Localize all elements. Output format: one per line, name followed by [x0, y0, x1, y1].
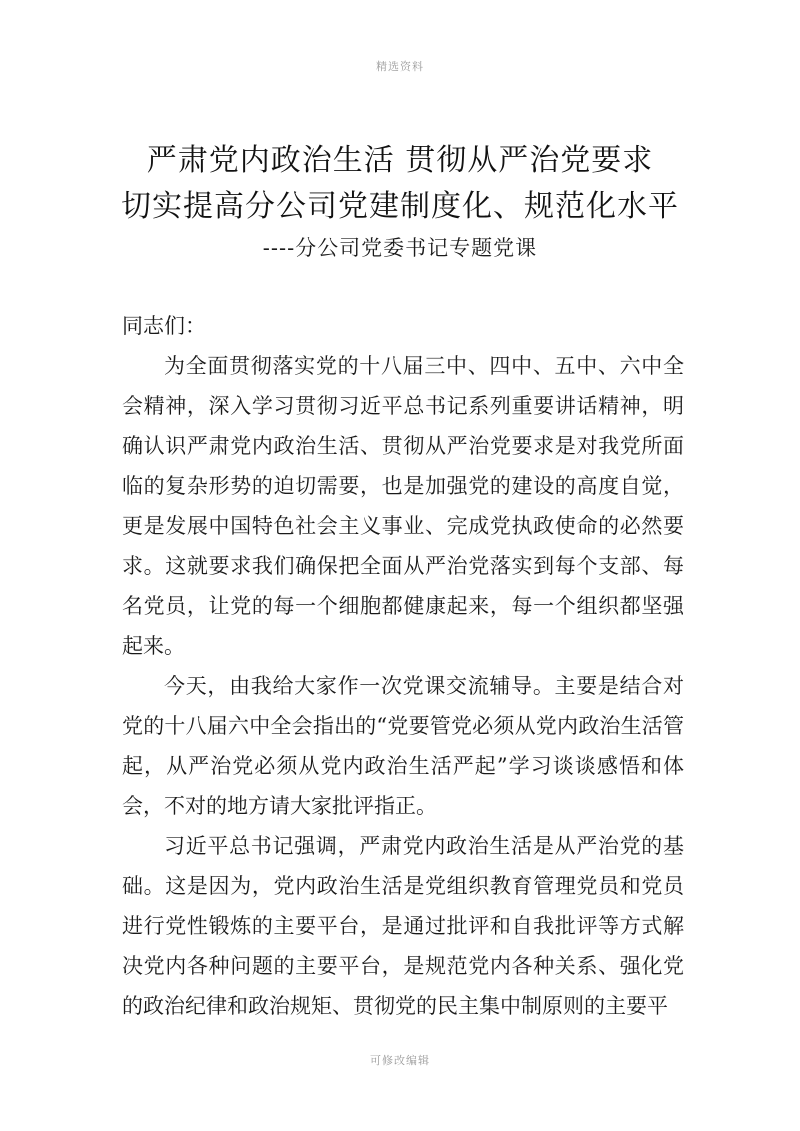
salutation: 同志们： [122, 314, 206, 338]
title-block [0, 138, 800, 264]
paragraph-2: 今天，由我给大家作一次党课交流辅导。主要是结合对党的十八届六中全会指出的“党要管党必须从党内政治生活管起，从严治党必须从党内政治生活严起”学习谈谈感悟和体会，不对的地方请大家批评指正。 [122, 674, 684, 818]
subtitle: ----分公司党委书记专题党课 [262, 236, 538, 260]
title-line-1: 严肃党内政治生活 贯彻从严治党要求 [146, 143, 654, 178]
document-body [122, 306, 684, 1026]
paragraph-3: 习近平总书记强调，严肃党内政治生活是从严治党的基础。这是因为，党内政治生活是党组织教育管理党员和党员进行党性锻炼的主要平台，是通过批评和自我批评等方式解决党内各种问题的主要平台，是规范党内各种关系、强化党的政治纪律和政治规矩、贯彻党的民主集中制原则的主要平 [122, 834, 684, 1018]
footer-note: 可修改编辑 [370, 1054, 430, 1067]
header-note: 精选资料 [376, 60, 424, 73]
title-line-2: 切实提高分公司党建制度化、规范化水平 [121, 189, 679, 224]
paragraph-1: 为全面贯彻落实党的十八届三中、四中、五中、六中全会精神，深入学习贯彻习近平总书记系列重要讲话精神，明确认识严肃党内政治生活、贯彻从严治党要求是对我党所面临的复杂形势的迫切需要，也是加强党的建设的高度自觉，更是发展中国特色社会主义事业、完成党执政使命的必然要求。这就要求我们确保把全面从严治党落实到每个支部、每名党员，让党的每一个细胞都健康起来，每一个组织都坚强起来。 [122, 354, 684, 658]
